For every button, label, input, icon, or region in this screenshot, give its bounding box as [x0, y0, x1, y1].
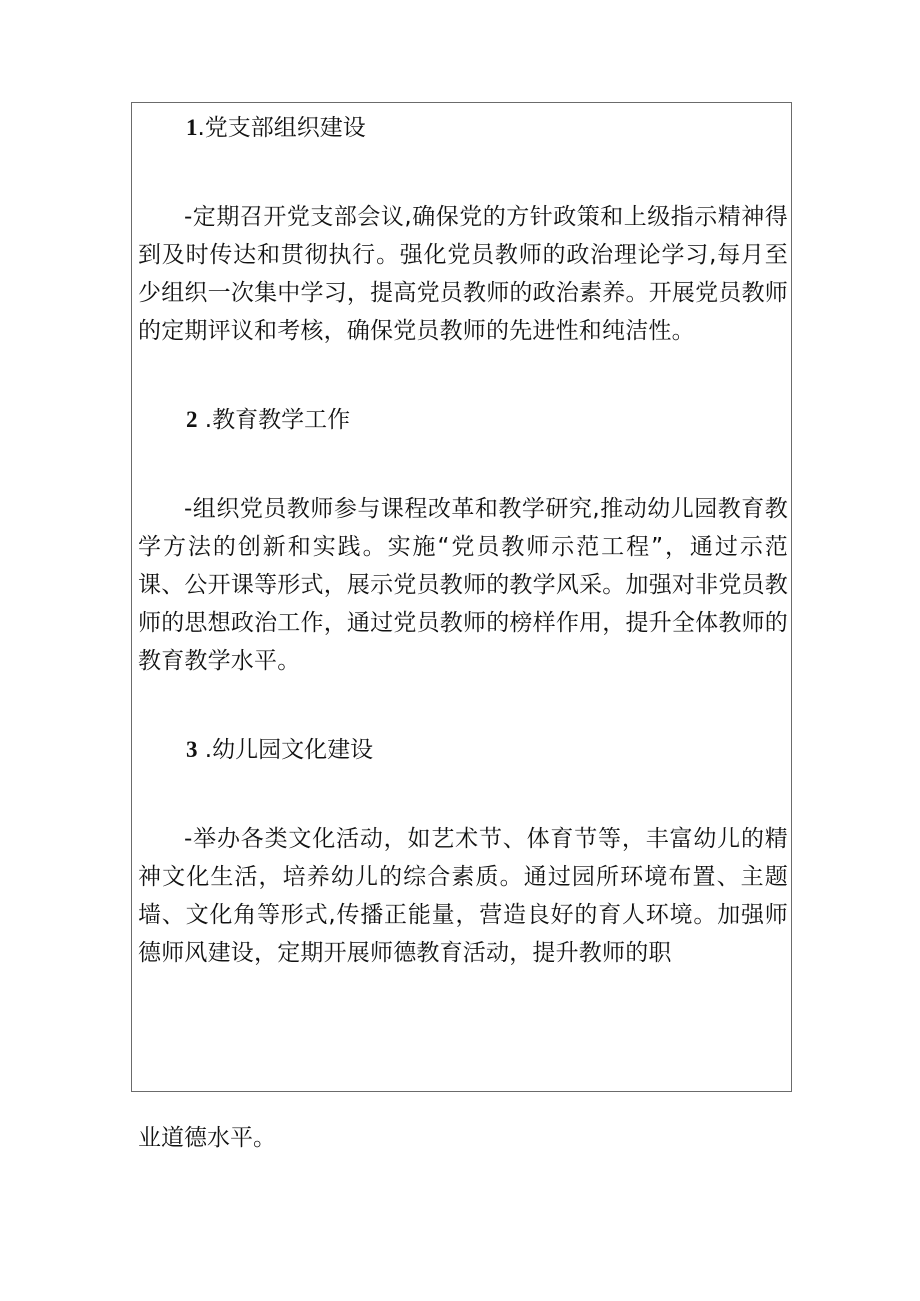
section-2-heading [138, 400, 788, 440]
section-2-body: -组织党员教师参与课程改革和教学研究,推动幼儿园教育教学方法的创新和实践。实施“党员教师示范工程”，通过示范课、公开课等形式，展示党员教师的教学风采。加强对非党员教师的思想政治工作，通过党员教师的榜样作用，提升全体教师的教育教学水平。 [138, 496, 788, 674]
section-3-title: .幼儿园文化建设 [197, 737, 374, 763]
section-3-heading [138, 730, 788, 770]
section-2-title: .教育教学工作 [197, 407, 351, 433]
continuation-text: 业道德水平。 [138, 1125, 276, 1151]
section-3-number: 3 [186, 737, 198, 762]
section-1-heading [138, 108, 788, 148]
section-2-number: 2 [186, 407, 198, 432]
section-1-number: 1 [186, 115, 198, 140]
section-3-body: -举办各类文化活动，如艺术节、体育节等，丰富幼儿的精神文化生活，培养幼儿的综合素质。通过园所环境布置、主题墙、文化角等形式,传播正能量，营造良好的育人环境。加强师德师风建设，定期开展师德教育活动，提升教师的职 [138, 826, 788, 966]
section-1-body: -定期召开党支部会议,确保党的方针政策和上级指示精神得到及时传达和贯彻执行。强化党员教师的政治理论学习,每月至少组织一次集中学习，提高党员教师的政治素养。开展党员教师的定期评议和考核，确保党员教师的先进性和纯洁性。 [138, 204, 788, 344]
section-1-title: .党支部组织建设 [197, 115, 366, 141]
document-content [138, 108, 788, 972]
